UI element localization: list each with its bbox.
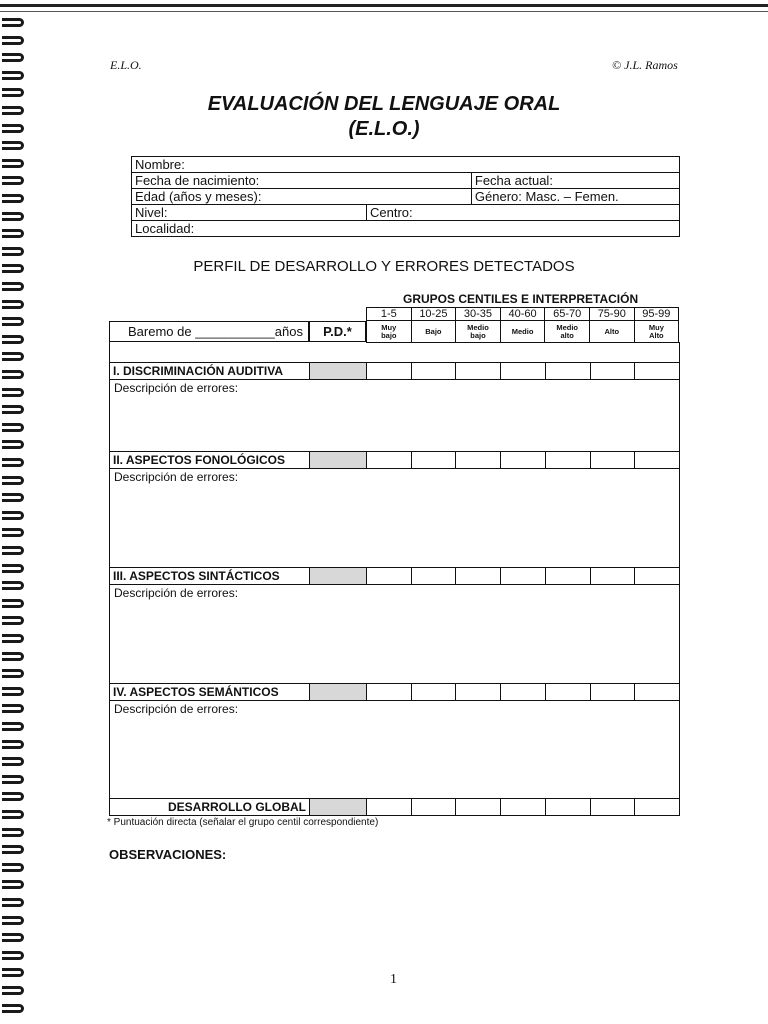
spiral-ring <box>2 564 24 573</box>
spiral-ring <box>2 951 24 960</box>
spiral-ring <box>2 71 24 80</box>
spiral-ring <box>2 352 24 361</box>
centile-cell[interactable] <box>501 452 546 468</box>
spiral-ring <box>2 986 24 995</box>
error-description-area[interactable]: Descripción de errores: <box>109 585 680 683</box>
spiral-ring <box>2 493 24 502</box>
spiral-ring <box>2 704 24 713</box>
centile-label: Medio alto <box>545 321 590 343</box>
spiral-ring <box>2 863 24 872</box>
spiral-ring <box>2 458 24 467</box>
localidad-field[interactable]: Localidad: <box>132 221 680 237</box>
error-description-area[interactable]: Descripción de errores: <box>109 380 680 451</box>
footnote: * Puntuación directa (señalar el grupo centil correspondiente) <box>107 817 379 828</box>
error-description-area[interactable]: Descripción de errores: <box>109 701 680 798</box>
spiral-ring <box>2 212 24 221</box>
spiral-ring <box>2 423 24 432</box>
centile-label: Alto <box>589 321 634 343</box>
centile-cell[interactable] <box>501 799 546 815</box>
centro-field[interactable]: Centro: <box>367 205 680 221</box>
centile-cell[interactable] <box>456 799 501 815</box>
centile-cell[interactable] <box>501 363 546 379</box>
spiral-ring <box>2 405 24 414</box>
spiral-ring <box>2 36 24 45</box>
section-title: III. ASPECTOS SINTÁCTICOS <box>110 568 310 584</box>
page-number: 1 <box>390 972 397 987</box>
spiral-ring <box>2 880 24 889</box>
spiral-ring <box>2 933 24 942</box>
spiral-ring <box>2 335 24 344</box>
spiral-ring <box>2 968 24 977</box>
centile-label: Medio <box>500 321 545 343</box>
pd-cell[interactable] <box>310 684 367 700</box>
spiral-ring <box>2 317 24 326</box>
centile-range: 10-25 <box>411 308 456 321</box>
centile-range: 75-90 <box>589 308 634 321</box>
document-subtitle: (E.L.O.) <box>348 118 420 140</box>
spiral-ring <box>2 388 24 397</box>
centile-cell[interactable] <box>456 684 501 700</box>
centile-cell[interactable] <box>456 363 501 379</box>
centile-range: 65-70 <box>545 308 590 321</box>
section-title: IV. ASPECTOS SEMÁNTICOS <box>110 684 310 700</box>
pd-cell[interactable] <box>310 568 367 584</box>
centile-header-table <box>366 307 679 343</box>
centile-cell[interactable] <box>591 363 636 379</box>
spiral-ring <box>2 476 24 485</box>
centile-cell[interactable] <box>501 568 546 584</box>
global-title: DESARROLLO GLOBAL <box>110 799 310 815</box>
edad-field[interactable]: Edad (años y meses): <box>132 189 472 205</box>
spiral-ring <box>2 18 24 27</box>
centile-cell[interactable] <box>367 452 412 468</box>
centile-cell[interactable] <box>546 684 591 700</box>
centile-cell[interactable] <box>412 799 457 815</box>
spiral-ring <box>2 546 24 555</box>
section-row-semanticos <box>109 683 680 701</box>
section-row-global <box>109 798 680 816</box>
centile-cell[interactable] <box>367 568 412 584</box>
spiral-binding <box>0 18 30 1018</box>
spiral-ring <box>2 792 24 801</box>
spiral-ring <box>2 722 24 731</box>
top-edge-line <box>0 4 768 7</box>
section-title: II. ASPECTOS FONOLÓGICOS <box>110 452 310 468</box>
spiral-ring <box>2 194 24 203</box>
spiral-ring <box>2 176 24 185</box>
spiral-ring <box>2 159 24 168</box>
spiral-ring <box>2 845 24 854</box>
fecha-nacimiento-field[interactable]: Fecha de nacimiento: <box>132 173 472 189</box>
top-edge-line-thin <box>0 11 768 12</box>
spiral-ring <box>2 229 24 238</box>
spiral-ring <box>2 1004 24 1013</box>
centile-cell[interactable] <box>367 684 412 700</box>
centile-cell[interactable] <box>546 452 591 468</box>
centile-cell[interactable] <box>456 568 501 584</box>
centile-range: 1-5 <box>367 308 412 321</box>
grupos-centiles-title: GRUPOS CENTILES E INTERPRETACIÓN <box>403 292 639 306</box>
centile-cell[interactable] <box>591 452 636 468</box>
error-description-area[interactable]: Descripción de errores: <box>109 469 680 567</box>
centile-cell[interactable] <box>501 684 546 700</box>
centile-cell[interactable] <box>591 684 636 700</box>
spiral-ring <box>2 581 24 590</box>
section-title: I. DISCRIMINACIÓN AUDITIVA <box>110 363 310 379</box>
centile-cell[interactable] <box>546 568 591 584</box>
centile-label: Muy Alto <box>634 321 679 343</box>
spiral-ring <box>2 599 24 608</box>
centile-cell[interactable] <box>367 363 412 379</box>
centile-cell[interactable] <box>367 799 412 815</box>
spiral-ring <box>2 440 24 449</box>
spiral-ring <box>2 687 24 696</box>
spiral-ring <box>2 652 24 661</box>
centile-cell[interactable] <box>591 568 636 584</box>
spiral-ring <box>2 616 24 625</box>
spiral-ring <box>2 247 24 256</box>
centile-label: Muy bajo <box>367 321 412 343</box>
centile-cell[interactable] <box>591 799 636 815</box>
spiral-ring <box>2 828 24 837</box>
centile-cell[interactable] <box>412 363 457 379</box>
centile-cell[interactable] <box>412 568 457 584</box>
genero-field[interactable]: Género: Masc. – Femen. <box>471 189 679 205</box>
spiral-ring <box>2 511 24 520</box>
nombre-field[interactable]: Nombre: <box>132 157 680 173</box>
header-right: © J.L. Ramos <box>612 58 678 72</box>
spiral-ring <box>2 300 24 309</box>
spiral-ring <box>2 370 24 379</box>
section-row-sintacticos <box>109 567 680 585</box>
observaciones-label: OBSERVACIONES: <box>109 847 227 862</box>
spiral-ring <box>2 810 24 819</box>
personal-info-table <box>131 156 680 237</box>
centile-range: 30-35 <box>456 308 501 321</box>
pd-cell[interactable] <box>310 799 367 815</box>
spiral-ring <box>2 757 24 766</box>
spiral-ring <box>2 775 24 784</box>
centile-cell[interactable] <box>456 452 501 468</box>
spiral-ring <box>2 916 24 925</box>
nivel-field[interactable]: Nivel: <box>132 205 367 221</box>
centile-cell[interactable] <box>412 452 457 468</box>
spiral-ring <box>2 282 24 291</box>
centile-range: 40-60 <box>500 308 545 321</box>
pd-header: P.D.* <box>309 321 366 342</box>
header-left: E.L.O. <box>110 58 142 72</box>
spiral-ring <box>2 141 24 150</box>
document-title: EVALUACIÓN DEL LENGUAJE ORAL <box>207 93 561 115</box>
centile-cell[interactable] <box>635 452 679 468</box>
spiral-ring <box>2 53 24 62</box>
spiral-ring <box>2 634 24 643</box>
spiral-ring <box>2 740 24 749</box>
profile-section-title: PERFIL DE DESARROLLO Y ERRORES DETECTADOS <box>193 258 575 275</box>
spiral-ring <box>2 898 24 907</box>
pd-cell[interactable] <box>310 363 367 379</box>
centile-cell[interactable] <box>635 568 679 584</box>
fecha-actual-field[interactable]: Fecha actual: <box>471 173 679 189</box>
section-row-discriminacion <box>109 362 680 380</box>
section-row-fonologicos <box>109 451 680 469</box>
centile-cell[interactable] <box>546 799 591 815</box>
spiral-ring <box>2 528 24 537</box>
centile-cell[interactable] <box>635 363 679 379</box>
baremo-field[interactable]: Baremo de ___________años <box>109 321 309 342</box>
centile-cell[interactable] <box>546 363 591 379</box>
pd-cell[interactable] <box>310 452 367 468</box>
spiral-ring <box>2 669 24 678</box>
centile-label: Medio bajo <box>456 321 501 343</box>
centile-label: Bajo <box>411 321 456 343</box>
centile-cell[interactable] <box>635 684 679 700</box>
centile-cell[interactable] <box>412 684 457 700</box>
centile-cell[interactable] <box>635 799 679 815</box>
centile-range: 95-99 <box>634 308 679 321</box>
